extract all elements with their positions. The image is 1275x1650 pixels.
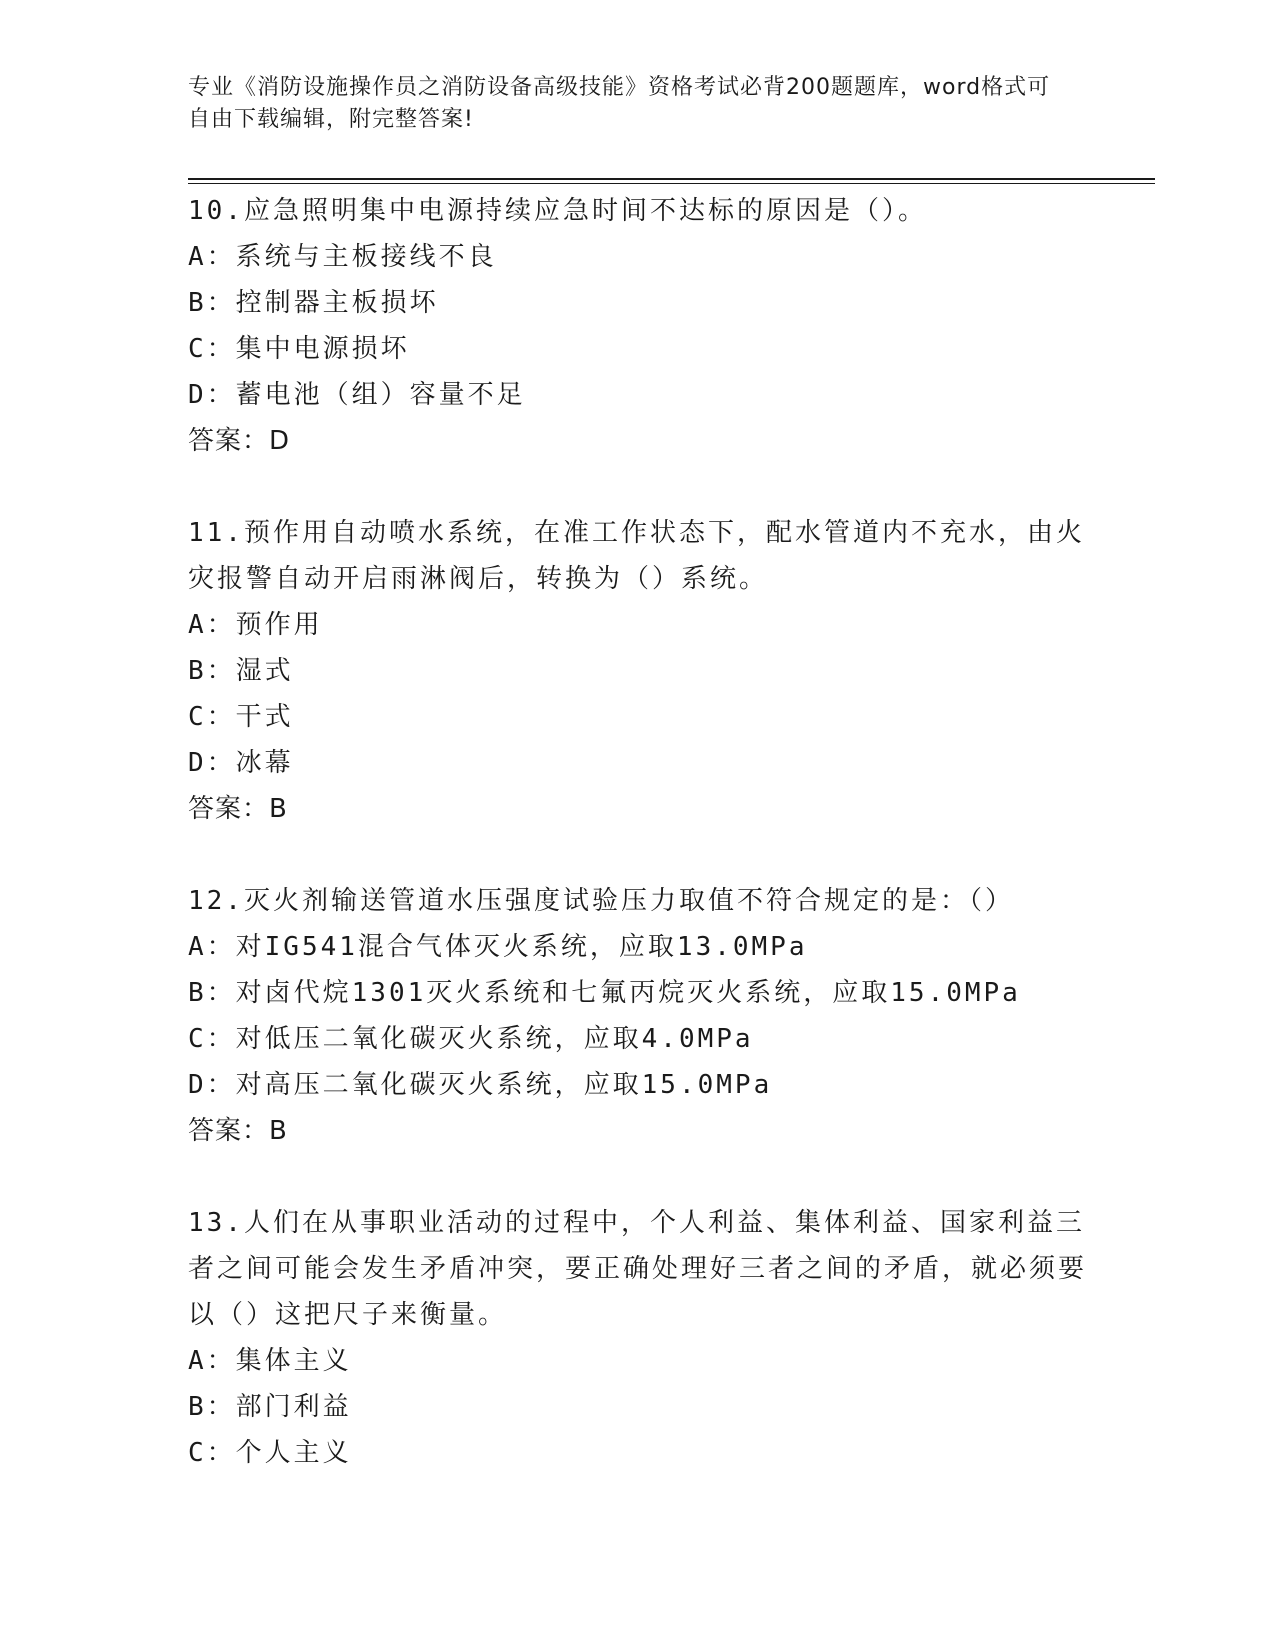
option-d: D：冰幕 bbox=[188, 748, 294, 778]
option-d: D：蓄电池（组）容量不足 bbox=[188, 380, 526, 410]
option-b: B：湿式 bbox=[188, 656, 294, 686]
document-header bbox=[188, 72, 1068, 136]
option-b: B：部门利益 bbox=[188, 1392, 352, 1422]
header-rule-thin bbox=[188, 183, 1155, 184]
question-11 bbox=[188, 510, 1088, 832]
option-a: A：系统与主板接线不良 bbox=[188, 242, 497, 272]
answer-line: 答案：B bbox=[188, 1116, 288, 1146]
question-stem: 11.预作用自动喷水系统，在准工作状态下，配水管道内不充水，由火灾报警自动开启雨淋阀后，转换为（）系统。 bbox=[188, 518, 1085, 594]
option-b: B：控制器主板损坏 bbox=[188, 288, 439, 318]
option-b: B：对卤代烷1301灭火系统和七氟丙烷灭火系统，应取15.0MPa bbox=[188, 978, 1021, 1008]
option-d: D：对高压二氧化碳灭火系统，应取15.0MPa bbox=[188, 1070, 773, 1100]
answer-line: 答案：D bbox=[188, 426, 291, 456]
question-10 bbox=[188, 188, 1088, 464]
option-a: A：集体主义 bbox=[188, 1346, 352, 1376]
question-12 bbox=[188, 878, 1088, 1154]
option-a: A：预作用 bbox=[188, 610, 323, 640]
option-c: C：干式 bbox=[188, 702, 294, 732]
question-stem: 12.灭火剂输送管道水压强度试验压力取值不符合规定的是：（） bbox=[188, 886, 1014, 916]
header-title: 专业《消防设施操作员之消防设备高级技能》资格考试必背200题题库，word格式可自由下载编辑，附完整答案! bbox=[188, 75, 1051, 132]
question-stem: 13.人们在从事职业活动的过程中，个人利益、集体利益、国家利益三者之间可能会发生矛盾冲突，要正确处理好三者之间的矛盾，就必须要以（）这把尺子来衡量。 bbox=[188, 1208, 1088, 1330]
answer-line: 答案：B bbox=[188, 794, 288, 824]
option-c: C：个人主义 bbox=[188, 1438, 352, 1468]
header-rule-thick bbox=[188, 178, 1155, 180]
option-c: C：对低压二氧化碳灭火系统，应取4.0MPa bbox=[188, 1024, 754, 1054]
question-list bbox=[188, 188, 1088, 1476]
option-a: A：对IG541混合气体灭火系统，应取13.0MPa bbox=[188, 932, 808, 962]
question-13 bbox=[188, 1200, 1088, 1476]
option-c: C：集中电源损坏 bbox=[188, 334, 410, 364]
question-stem: 10.应急照明集中电源持续应急时间不达标的原因是（）。 bbox=[188, 196, 927, 226]
